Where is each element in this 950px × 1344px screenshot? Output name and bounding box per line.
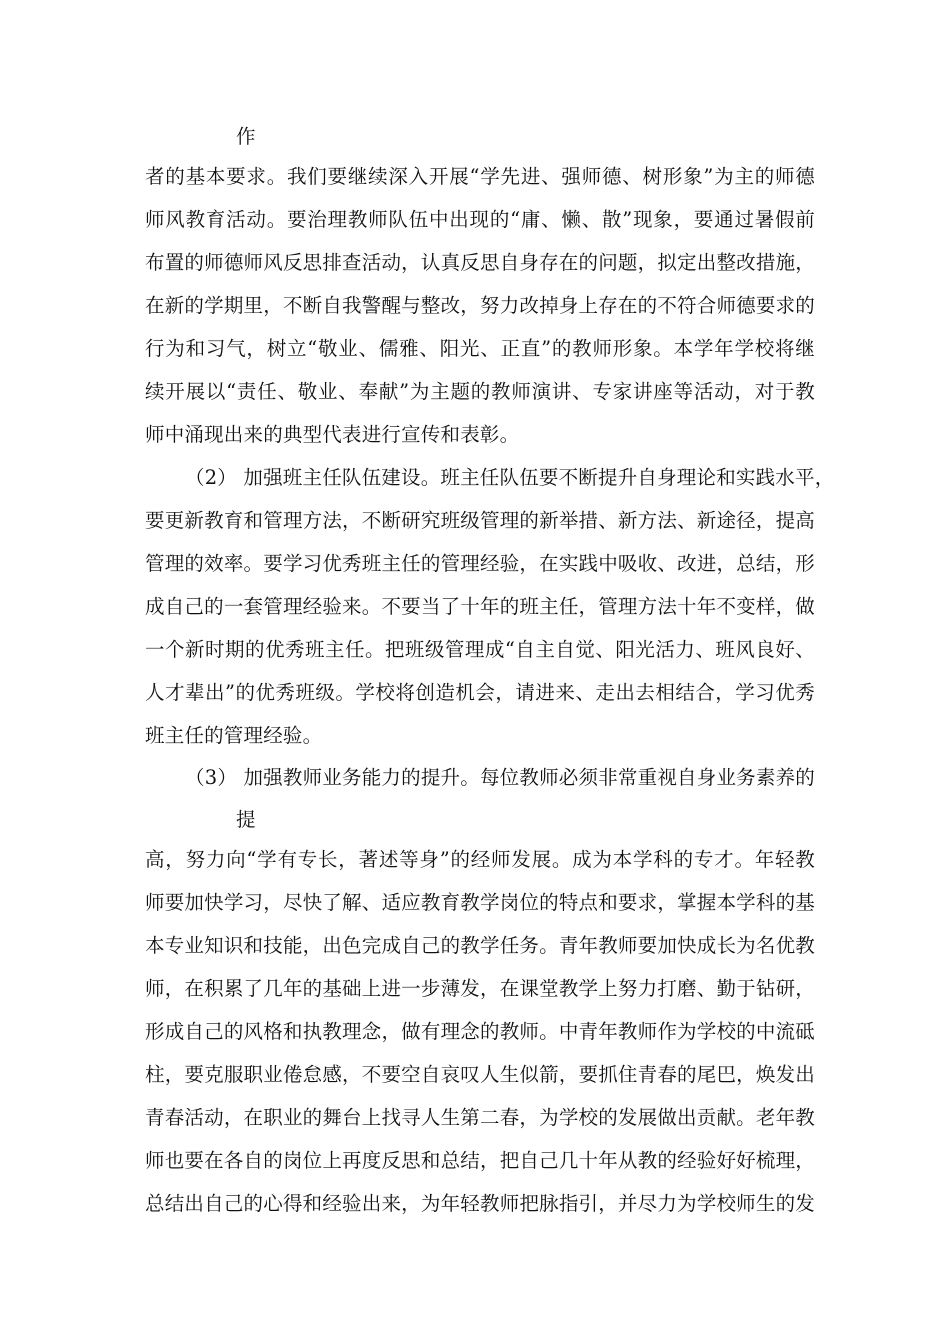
text-line: 柱，要克服职业倦怠感，不要空自哀叹人生似箭，要抓住青春的尾巴，焕发出 [145, 1063, 815, 1086]
text-line: 青春活动，在职业的舞台上找寻人生第二春，为学校的发展做出贡献。老年教 [145, 1106, 815, 1129]
text-line: 成自己的一套管理经验来。不要当了十年的班主任，管理方法十年不变样，做 [145, 595, 815, 618]
text-line-paragraph-start: （2） 加强班主任队伍建设。班主任队伍要不断提升自身理论和实践水平， [185, 466, 835, 489]
text-line: 者的基本要求。我们要继续深入开展“学先进、强师德、树形象”为主的师德 [145, 165, 815, 188]
text-line: 师，在积累了几年的基础上进一步薄发，在课堂教学上努力打磨、勤于钻研， [145, 977, 815, 1000]
text-line: 高，努力向“学有专长，著述等身”的经师发展。成为本学科的专才。年轻教 [145, 848, 815, 871]
text-line: 人才辈出”的优秀班级。学校将创造机会，请进来、走出去相结合，学习优秀 [145, 681, 815, 704]
text-line: 班主任的管理经验。 [145, 724, 323, 747]
text-line: 续开展以“责任、敬业、奉献”为主题的教师演讲、专家讲座等活动，对于教 [145, 380, 815, 403]
text-line: 形成自己的风格和执教理念，做有理念的教师。中青年教师作为学校的中流砥 [145, 1020, 815, 1043]
text-line: 布置的师德师风反思排查活动，认真反思自身存在的问题，拟定出整改措施， [145, 251, 815, 274]
text-line: 师风教育活动。要治理教师队伍中出现的“庸、懒、散”现象，要通过暑假前 [145, 208, 815, 231]
text-line: 本专业知识和技能，出色完成自己的教学任务。青年教师要加快成长为名优教 [145, 934, 815, 957]
text-line: 管理的效率。要学习优秀班主任的管理经验，在实践中吸收、改进，总结，形 [145, 552, 815, 575]
text-line-orphan: 作 [236, 125, 256, 148]
text-line-paragraph-start: （3） 加强教师业务能力的提升。每位教师必须非常重视自身业务素养的 [185, 766, 815, 789]
text-line: 师要加快学习，尽快了解、适应教育教学岗位的特点和要求，掌握本学科的基 [145, 891, 815, 914]
text-line: 一个新时期的优秀班主任。把班级管理成“自主自觉、阳光活力、班风良好、 [145, 638, 815, 661]
text-line-orphan: 提 [236, 808, 256, 831]
text-line: 师中涌现出来的典型代表进行宣传和表彰。 [145, 423, 520, 446]
text-line: 师也要在各自的岗位上再度反思和总结，把自己几十年从教的经验好好梳理， [145, 1149, 815, 1172]
text-line: 要更新教育和管理方法，不断研究班级管理的新举措、新方法、新途径，提高 [145, 509, 815, 532]
text-line: 在新的学期里，不断自我警醒与整改，努力改掉身上存在的不符合师德要求的 [145, 294, 815, 317]
text-line: 总结出自己的心得和经验出来，为年轻教师把脉指引，并尽力为学校师生的发 [145, 1192, 815, 1215]
text-line: 行为和习气，树立“敬业、儒雅、阳光、正直”的教师形象。本学年学校将继 [145, 337, 815, 360]
